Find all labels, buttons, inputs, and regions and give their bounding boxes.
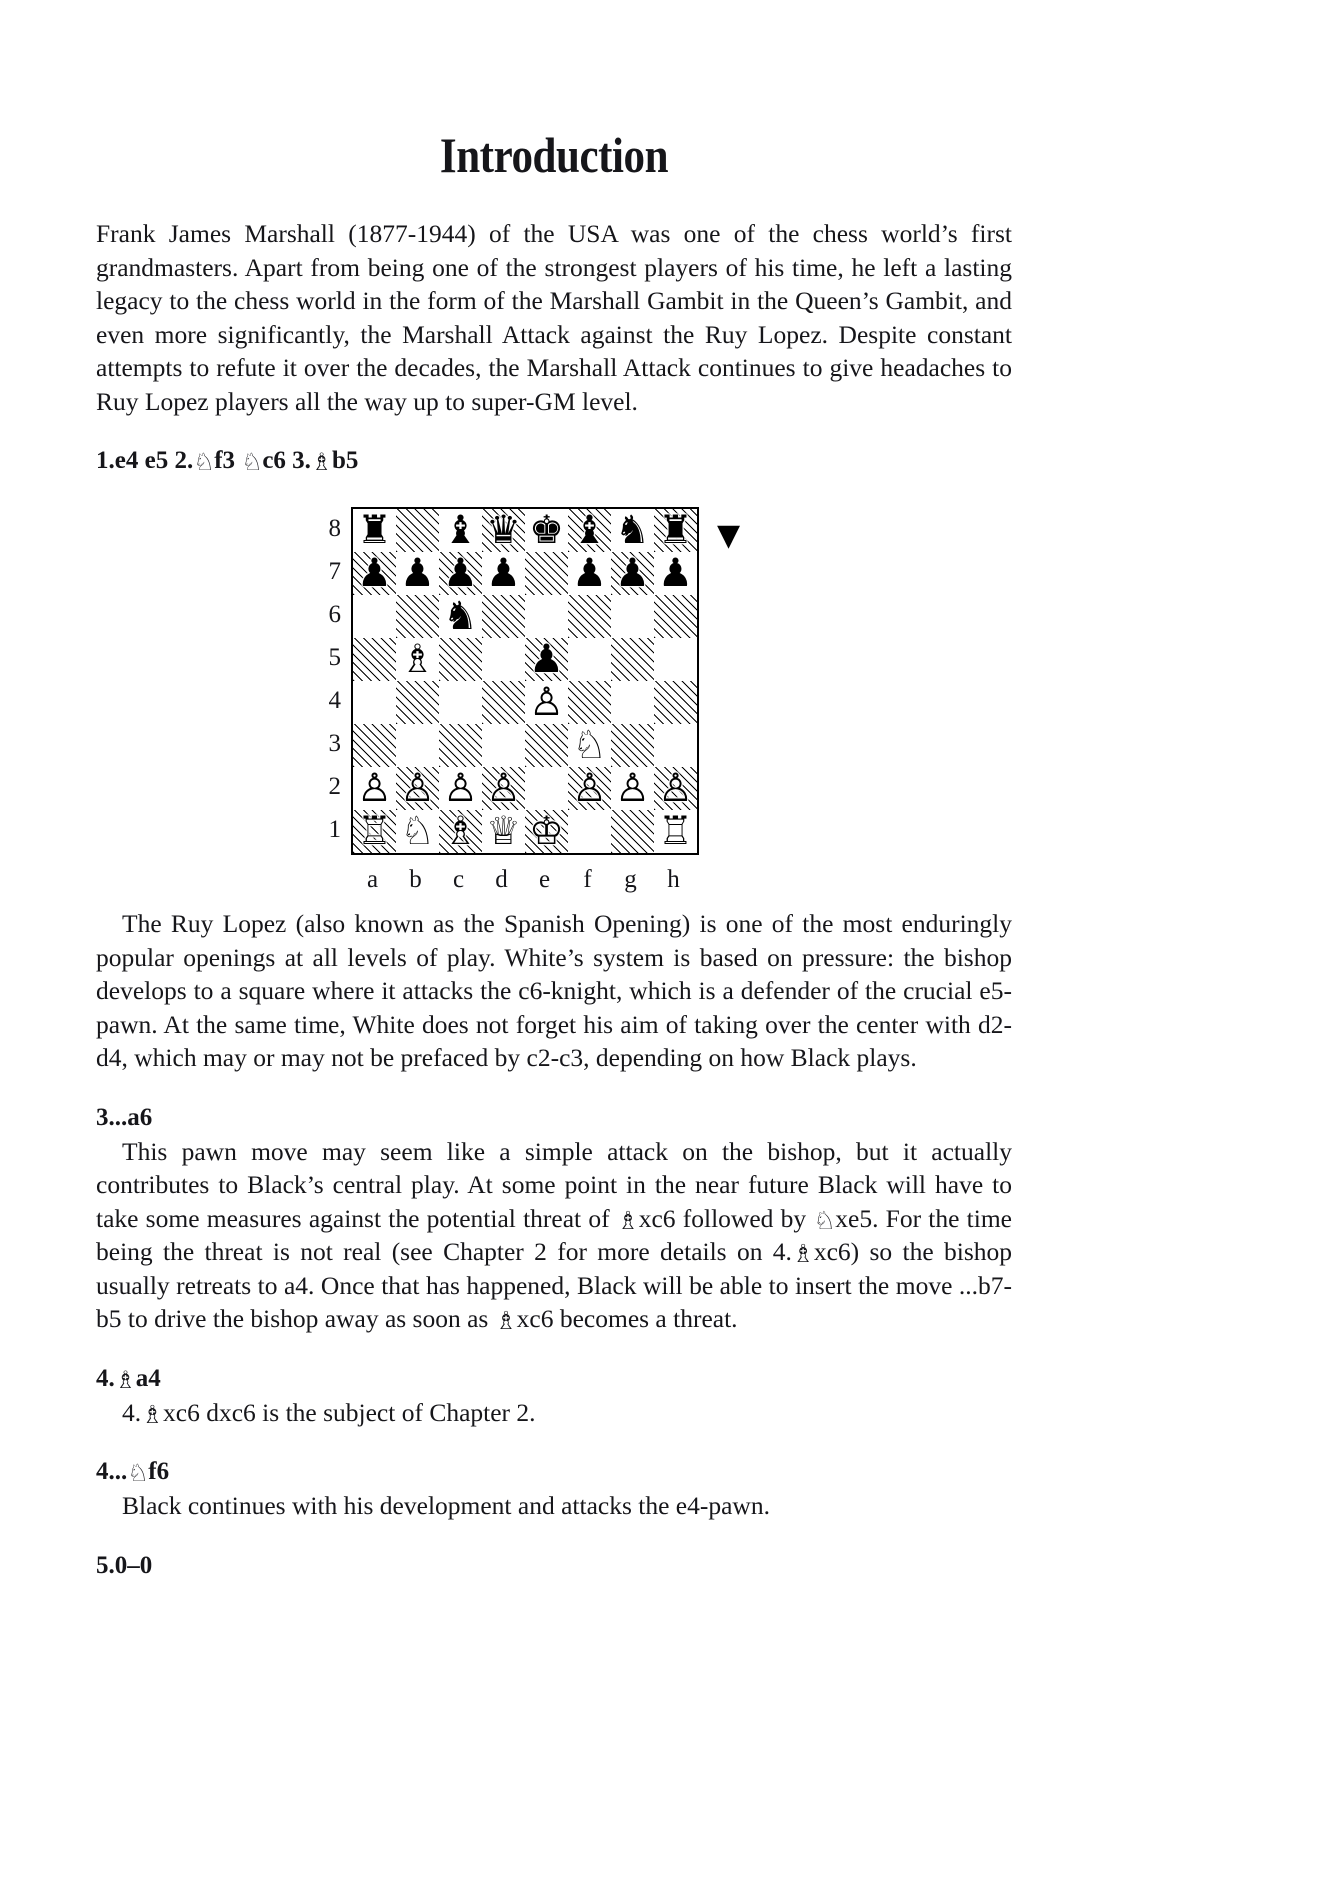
bishop-figurine-icon: ♗ xyxy=(141,1399,164,1429)
move-text-part1: 1.e4 e5 2. xyxy=(96,447,194,474)
ruy-lopez-paragraph: The Ruy Lopez (also known as the Spanish Opening) is one of the most enduringly popular openings at all levels of play. White’s system is based on pressure: the bishop develops to a square where it attacks the c6-knight, which is a defender of the crucial e5-pawn. At the same time, White does not forget his aim of taking over the center with d2-d4, which may or may not be prefaced by c2-c3, depending on how Black plays. xyxy=(96,909,1012,1072)
chess-piece: ♙ xyxy=(658,767,693,810)
body-text: Black continues with his development and attacks the e4-pawn. xyxy=(122,1491,770,1520)
chess-diagram xyxy=(328,507,741,893)
board-square-e1 xyxy=(525,810,568,853)
rank-label: 5 xyxy=(328,644,341,671)
chess-board xyxy=(351,507,699,855)
move-heading-prefix: 4... xyxy=(96,1458,128,1485)
chess-piece: ♙ xyxy=(443,767,478,810)
file-label: a xyxy=(366,866,379,893)
board-square-h1 xyxy=(654,810,697,853)
chess-piece: ♚ xyxy=(529,509,564,552)
board-square-g8 xyxy=(611,509,654,552)
move-heading-4-nf6 xyxy=(96,1455,1012,1488)
board-square-f1 xyxy=(568,810,611,853)
board-square-h6 xyxy=(654,595,697,638)
move-text-part4: b5 xyxy=(331,447,359,474)
board-square-g3 xyxy=(611,724,654,767)
chess-piece: ♝ xyxy=(572,509,607,552)
chess-piece: ♙ xyxy=(529,681,564,724)
bishop-figurine-icon: ♗ xyxy=(616,1205,639,1235)
black-to-move-triangle-icon: ▼ xyxy=(717,518,741,553)
bishop-figurine-icon: ♗ xyxy=(310,448,332,476)
move-heading-5-castles xyxy=(96,1549,1012,1582)
board-square-c3 xyxy=(439,724,482,767)
board-square-f5 xyxy=(568,638,611,681)
board-square-c5 xyxy=(439,638,482,681)
board-square-b4 xyxy=(396,681,439,724)
rank-label: 1 xyxy=(328,816,341,843)
board-square-g2 xyxy=(611,767,654,810)
board-square-e7 xyxy=(525,552,568,595)
board-square-d2 xyxy=(482,767,525,810)
board-square-g5 xyxy=(611,638,654,681)
board-square-a7 xyxy=(353,552,396,595)
board-square-a3 xyxy=(353,724,396,767)
file-label: h xyxy=(667,866,680,893)
chess-piece: ♟ xyxy=(357,552,392,595)
board-square-e4 xyxy=(525,681,568,724)
board-square-h3 xyxy=(654,724,697,767)
board-square-g1 xyxy=(611,810,654,853)
chess-piece: ♟ xyxy=(658,552,693,595)
rank-label: 8 xyxy=(328,515,341,542)
bishop-figurine-icon: ♗ xyxy=(114,1365,136,1394)
body-text: This pawn move may seem like a simple attack on the bishop, but it actually contributes to Black’s central play. At some point in the near future Black will have to take some measures against the potential threat of xyxy=(96,1136,1012,1233)
chess-piece: ♝ xyxy=(443,509,478,552)
knight-figurine-icon: ♘ xyxy=(813,1205,836,1235)
board-square-f2 xyxy=(568,767,611,810)
bishop-figurine-icon: ♗ xyxy=(494,1306,517,1335)
board-square-h5 xyxy=(654,638,697,681)
board-square-d4 xyxy=(482,681,525,724)
chess-piece: ♘ xyxy=(400,810,435,853)
board-square-c8 xyxy=(439,509,482,552)
board-square-a4 xyxy=(353,681,396,724)
chess-piece: ♟ xyxy=(529,638,564,681)
board-square-b3 xyxy=(396,724,439,767)
rank-label: 4 xyxy=(328,687,341,714)
section-body-3-a6 xyxy=(96,1135,1012,1336)
rank-label: 6 xyxy=(328,601,341,628)
board-square-e2 xyxy=(525,767,568,810)
board-square-c7 xyxy=(439,552,482,595)
move-text-part3: c6 3. xyxy=(262,447,311,474)
chess-piece: ♔ xyxy=(529,810,564,853)
chess-piece: ♟ xyxy=(486,552,521,595)
body-text: xc6 becomes a threat. xyxy=(516,1304,738,1333)
body-text: 4. xyxy=(122,1397,142,1427)
board-square-b2 xyxy=(396,767,439,810)
chess-piece: ♗ xyxy=(400,638,435,681)
board-square-d1 xyxy=(482,810,525,853)
chess-piece: ♟ xyxy=(400,552,435,595)
move-heading-3-a6 xyxy=(96,1101,1012,1134)
body-text: xc6 dxc6 is the subject of Chapter 2. xyxy=(163,1397,536,1427)
chess-piece: ♞ xyxy=(443,595,478,638)
bishop-figurine-icon: ♗ xyxy=(791,1239,814,1268)
chess-piece: ♛ xyxy=(486,509,521,552)
section-body-4-nf6 xyxy=(96,1489,1012,1523)
move-text-part2: f3 xyxy=(214,447,242,474)
body-text: xc6) so the bishop usually retreats to a4. Once that has happened, Black will be able to insert the move ...b7-b5 to drive the bishop away as soon as xyxy=(96,1237,1012,1333)
board-square-e5 xyxy=(525,638,568,681)
board-square-b6 xyxy=(396,595,439,638)
chess-piece: ♙ xyxy=(572,767,607,810)
board-square-a8 xyxy=(353,509,396,552)
knight-figurine-icon: ♘ xyxy=(193,448,215,476)
chess-piece: ♟ xyxy=(443,552,478,595)
rank-label: 7 xyxy=(328,558,341,585)
board-square-b7 xyxy=(396,552,439,595)
file-label: e xyxy=(538,866,551,893)
knight-figurine-icon: ♘ xyxy=(241,448,263,476)
board-square-h4 xyxy=(654,681,697,724)
section-body-4-ba4 xyxy=(96,1396,1012,1430)
board-square-c1 xyxy=(439,810,482,853)
file-label: b xyxy=(409,866,422,893)
board-square-e6 xyxy=(525,595,568,638)
chess-piece: ♙ xyxy=(400,767,435,810)
intro-paragraph: Frank James Marshall (1877-1944) of the USA was one of the chess world’s first grandmasters. Apart from being one of the strongest players of his time, he left a lasting legacy to the chess world in the form of the Marshall Gambit in the Queen’s Gambit, and even more significantly, the Marshall Attack against the Ruy Lopez. Despite constant attempts to refute it over the decades, the Marshall Attack continues to give headaches to Ruy Lopez players all the way up to super-GM level. xyxy=(96,219,1012,416)
board-square-c2 xyxy=(439,767,482,810)
chess-piece: ♜ xyxy=(658,509,693,552)
chess-piece: ♟ xyxy=(572,552,607,595)
board-square-b1 xyxy=(396,810,439,853)
chess-piece: ♟ xyxy=(615,552,650,595)
board-square-f8 xyxy=(568,509,611,552)
opening-moves-line xyxy=(96,444,1012,477)
chess-piece: ♗ xyxy=(443,810,478,853)
board-square-c6 xyxy=(439,595,482,638)
board-square-b8 xyxy=(396,509,439,552)
board-square-g4 xyxy=(611,681,654,724)
chess-piece: ♕ xyxy=(486,810,521,853)
file-label: d xyxy=(495,866,508,893)
rank-label: 3 xyxy=(328,730,341,757)
board-square-a2 xyxy=(353,767,396,810)
move-heading-prefix: 5.0–0 xyxy=(96,1551,153,1579)
body-text: xe5. For the time being the threat is not real (see Chapter 2 for more details on 4. xyxy=(96,1203,1012,1266)
move-heading-4-ba4 xyxy=(96,1362,1012,1395)
move-heading-prefix: 4. xyxy=(96,1364,115,1392)
rank-label: 2 xyxy=(328,773,341,800)
move-heading-suffix: f6 xyxy=(148,1458,170,1485)
chess-piece: ♖ xyxy=(357,810,392,853)
board-square-e3 xyxy=(525,724,568,767)
chess-piece: ♖ xyxy=(658,810,693,853)
board-square-g6 xyxy=(611,595,654,638)
move-heading-text: 3...a6 xyxy=(96,1103,153,1131)
board-square-a1 xyxy=(353,810,396,853)
chess-piece: ♙ xyxy=(615,767,650,810)
file-label: g xyxy=(624,866,637,893)
board-square-g7 xyxy=(611,552,654,595)
page-title: Introduction xyxy=(439,127,669,183)
board-square-c4 xyxy=(439,681,482,724)
move-heading-suffix: a4 xyxy=(135,1364,161,1392)
board-square-b5 xyxy=(396,638,439,681)
board-square-d7 xyxy=(482,552,525,595)
chess-piece: ♙ xyxy=(357,767,392,810)
chess-piece: ♙ xyxy=(486,767,521,810)
board-square-h2 xyxy=(654,767,697,810)
board-square-a5 xyxy=(353,638,396,681)
board-square-h8 xyxy=(654,509,697,552)
file-labels xyxy=(351,865,695,895)
board-square-d3 xyxy=(482,724,525,767)
chess-piece: ♘ xyxy=(572,724,607,767)
board-square-f6 xyxy=(568,595,611,638)
file-label: c xyxy=(452,866,465,893)
board-square-f3 xyxy=(568,724,611,767)
chess-diagram-container xyxy=(96,507,1012,907)
board-square-d5 xyxy=(482,638,525,681)
file-label: f xyxy=(583,866,592,893)
board-square-e8 xyxy=(525,509,568,552)
board-square-a6 xyxy=(353,595,396,638)
chess-piece: ♜ xyxy=(357,509,392,552)
page-content xyxy=(96,128,1012,1582)
body-text: xc6 followed by xyxy=(638,1203,814,1233)
chess-piece: ♞ xyxy=(615,509,650,552)
board-square-h7 xyxy=(654,552,697,595)
board-square-d6 xyxy=(482,595,525,638)
rank-labels xyxy=(307,507,341,851)
board-square-f4 xyxy=(568,681,611,724)
board-square-f7 xyxy=(568,552,611,595)
knight-figurine-icon: ♘ xyxy=(127,1459,149,1487)
board-square-d8 xyxy=(482,509,525,552)
